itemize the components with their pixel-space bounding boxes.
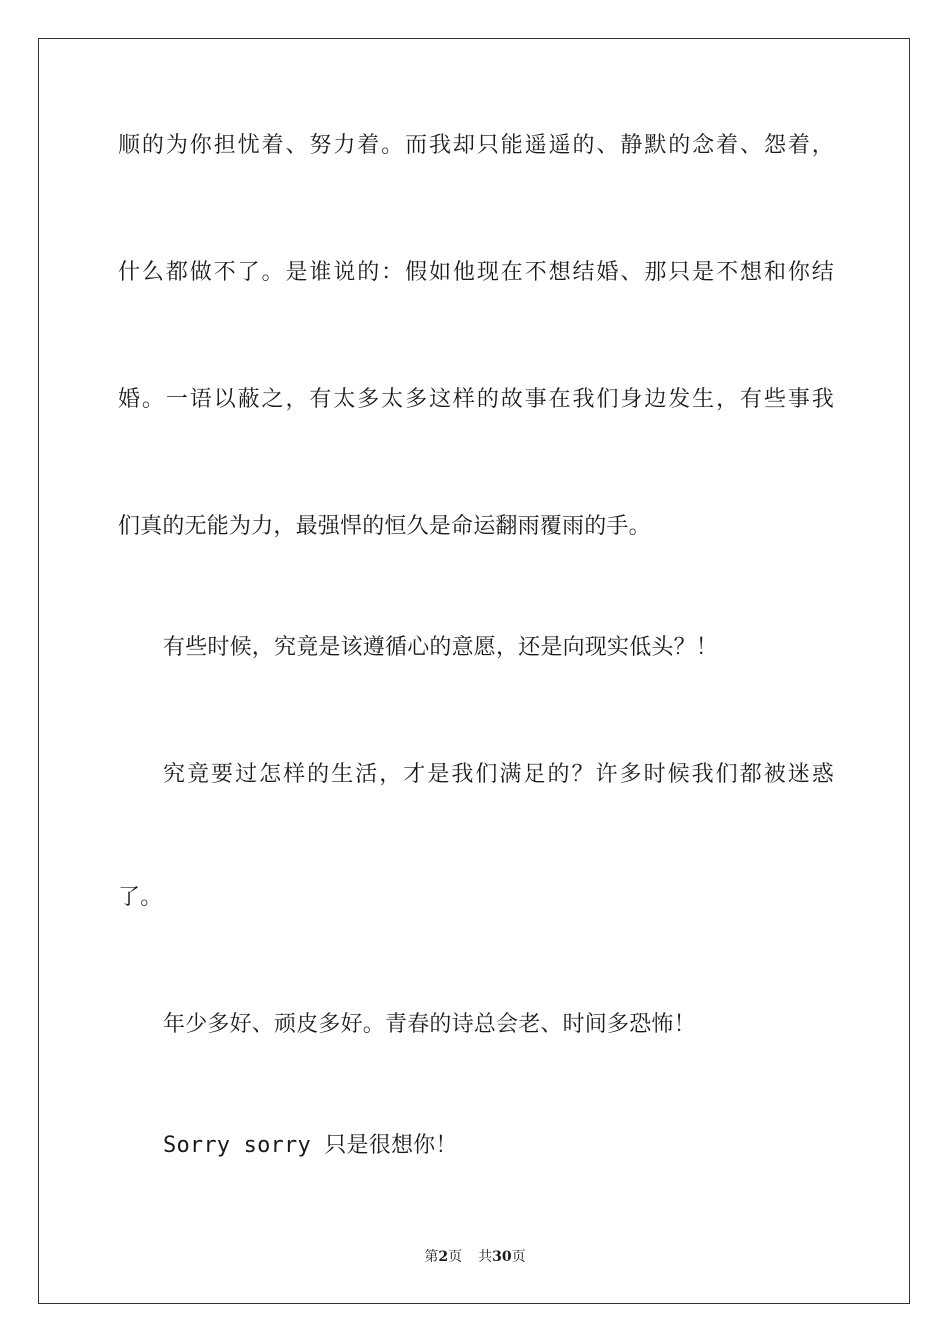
paragraph-line: 究竟要过怎样的生活，才是我们满足的？许多时候我们都被迷惑 [163,762,834,787]
paragraph-line: 顺的为你担忧着、努力着。而我却只能遥遥的、静默的念着、怨着， [118,133,834,158]
paragraph-line: 有些时候，究竟是该遵循心的意愿，还是向现实低头？！ [163,635,719,660]
footer-total-pages: 30 [492,1249,512,1265]
footer-page-prefix: 第 [424,1249,439,1265]
footer-page-number: 2 [438,1249,449,1265]
footer-total-suffix: 页 [511,1249,526,1265]
paragraph-line: 们真的无能为力，最强悍的恒久是命运翻雨覆雨的手。 [118,514,651,539]
paragraph-line: 婚。一语以蔽之，有太多太多这样的故事在我们身边发生，有些事我 [118,387,834,412]
paragraph-line: 了。 [118,885,163,910]
footer-total-prefix: 共 [478,1249,493,1265]
paragraph-line: 什么都做不了。是谁说的：假如他现在不想结婚、那只是不想和你结 [118,260,834,285]
page-border [38,38,910,1304]
paragraph-line: Sorry sorry 只是很想你！ [163,1133,458,1158]
paragraph-line: 年少多好、顽皮多好。青春的诗总会老、时间多恐怖！ [163,1012,696,1037]
page-footer [0,1246,950,1266]
footer-page-suffix: 页 [448,1249,463,1265]
